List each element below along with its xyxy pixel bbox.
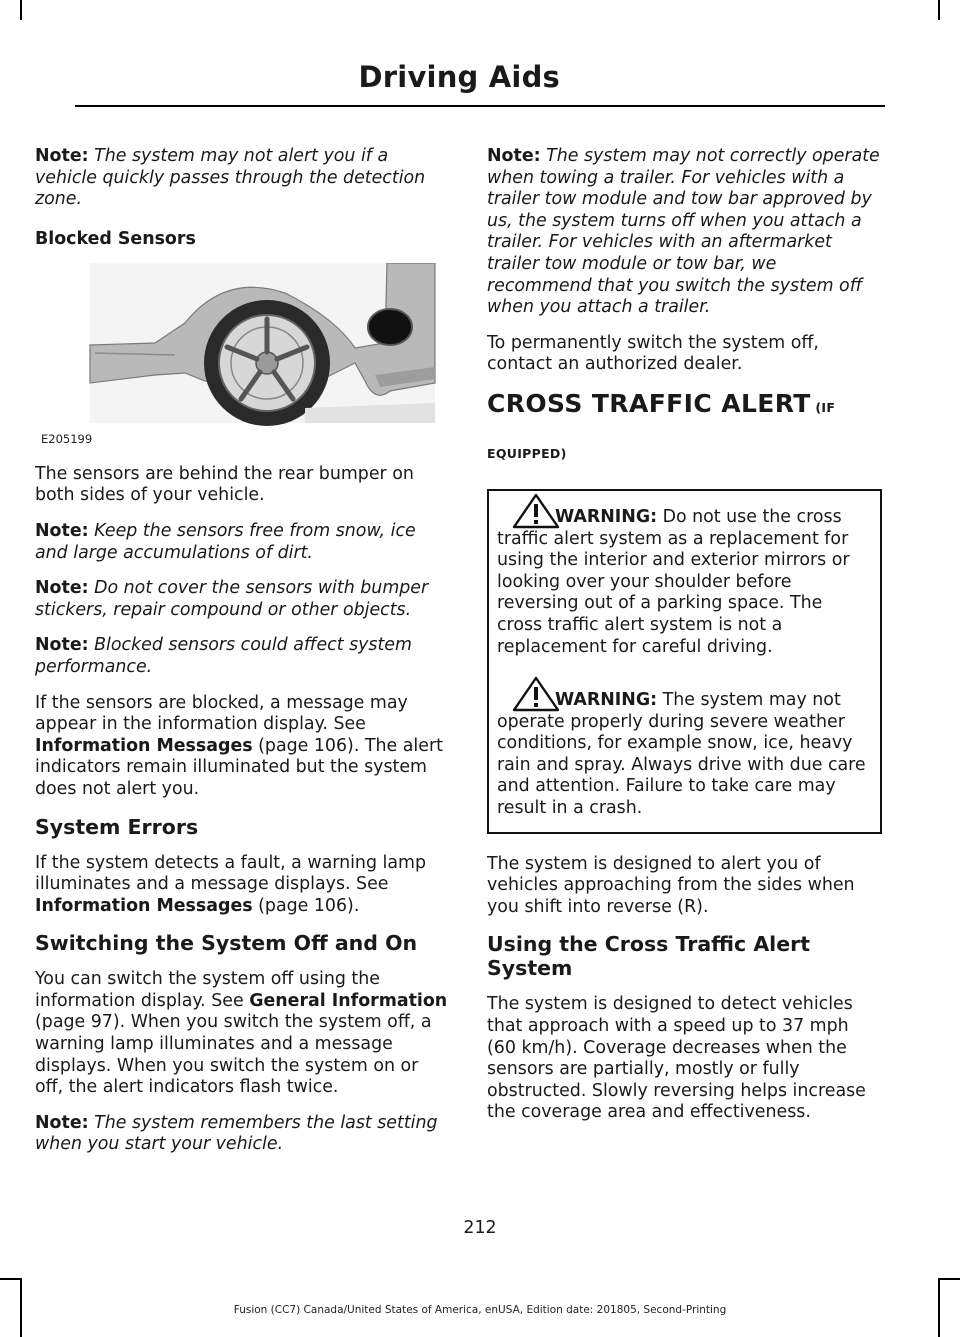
- switching-system-text: You can switch the system off using the information display. See General Information (page 97). When you switch the system off, a warning lamp illuminates and a message displays. When you switch the system on or off, the alert indicators flash twice.: [35, 969, 448, 1098]
- warning-mirrors: WARNING: Do not use the cross traffic alert system as a replacement for using the interior and exterior mirrors or looking over your shoulder before reversing out of a parking space. The cross traffic alert system is not a replacement for careful driving.: [497, 507, 872, 658]
- warnings-box: [487, 489, 882, 834]
- crop-mark-top-right: [938, 0, 940, 20]
- rear-bumper-sensor-figure: [35, 263, 450, 448]
- blocked-sensors-message-text: If the sensors are blocked, a message may appear in the information display. See Information Messages (page 106). The alert indicators remain illuminated but the system does not alert you.: [35, 692, 443, 799]
- warning-triangle-icon: [512, 493, 560, 529]
- system-errors-text: If the system detects a fault, a warning lamp illuminates and a message displays. See Information Messages (page 106).: [35, 852, 426, 916]
- right-column: [487, 146, 882, 1138]
- designed-to-alert-text: The system is designed to alert you of vehicles approaching from the sides when you shift into reverse (R).: [487, 853, 855, 917]
- crop-mark-bottom-left-h: [0, 1278, 22, 1280]
- cross-traffic-alert-heading: CROSS TRAFFIC ALERT (IF: [487, 388, 836, 418]
- xref-information-messages[interactable]: Information Messages: [35, 735, 253, 756]
- note-towing-trailer: Note: The system may not correctly operate when towing a trailer. For vehicles with a trailer tow module and tow bar approved by us, the system turns off when you attach a trailer. For vehicles with an aftermarket trailer tow module or tow bar, we recommend that you switch the system off when you attach a trailer.: [487, 146, 880, 318]
- dealer-text: To permanently switch the system off, contact an authorized dealer.: [487, 332, 819, 375]
- warning-weather: WARNING: The system may not operate properly during severe weather conditions, for example snow, ice, heavy rain and spray. Always drive with due care and attention. Failure to take care may result in a crash.: [497, 690, 872, 820]
- page-number: 212: [463, 1218, 497, 1238]
- using-cross-traffic-text: The system is designed to detect vehicles that approach with a speed up to 37 mph (60 km/h). Coverage decreases when the sensors are partially, mostly or fully obstructed. Slowly reversing helps increase the coverage area and effectiveness.: [487, 994, 866, 1123]
- switching-system-heading: Switching the System Off and On: [35, 931, 418, 956]
- left-column: [35, 146, 450, 1170]
- note-keep-sensors-clean: Note: Keep the sensors free from snow, ice and large accumulations of dirt.: [35, 520, 416, 563]
- blocked-sensors-heading: Blocked Sensors: [35, 228, 196, 249]
- page-header-title: Driving Aids: [358, 60, 560, 94]
- system-errors-heading: System Errors: [35, 814, 199, 839]
- using-cross-traffic-heading: Using the Cross Traffic Alert System: [487, 932, 811, 981]
- car-rear-wheel-illustration: [35, 263, 450, 448]
- sensors-location-text: The sensors are behind the rear bumper on both sides of your vehicle.: [35, 463, 414, 506]
- figure-id-label: E205199: [41, 431, 93, 446]
- xref-general-information[interactable]: General Information: [249, 990, 448, 1011]
- cross-traffic-alert-heading-suffix: EQUIPPED): [487, 445, 567, 461]
- xref-information-messages-2[interactable]: Information Messages: [35, 895, 253, 916]
- crop-mark-bottom-right-h: [938, 1278, 960, 1280]
- page-footer: Fusion (CC7) Canada/United States of America, enUSA, Edition date: 201805, Second-Printing: [233, 1304, 727, 1316]
- note-blocked-performance: Note: Blocked sensors could affect system performance.: [35, 635, 412, 677]
- note-do-not-cover: Note: Do not cover the sensors with bumper stickers, repair compound or other objects.: [35, 578, 429, 620]
- crop-mark-top-left: [20, 0, 22, 20]
- note-detection-zone: Note: The system may not alert you if a vehicle quickly passes through the detection zone.: [35, 146, 426, 210]
- note-remembers-setting: Note: The system remembers the last setting when you start your vehicle.: [35, 1112, 438, 1155]
- header-rule: [75, 105, 885, 107]
- warning-triangle-icon: [512, 676, 560, 712]
